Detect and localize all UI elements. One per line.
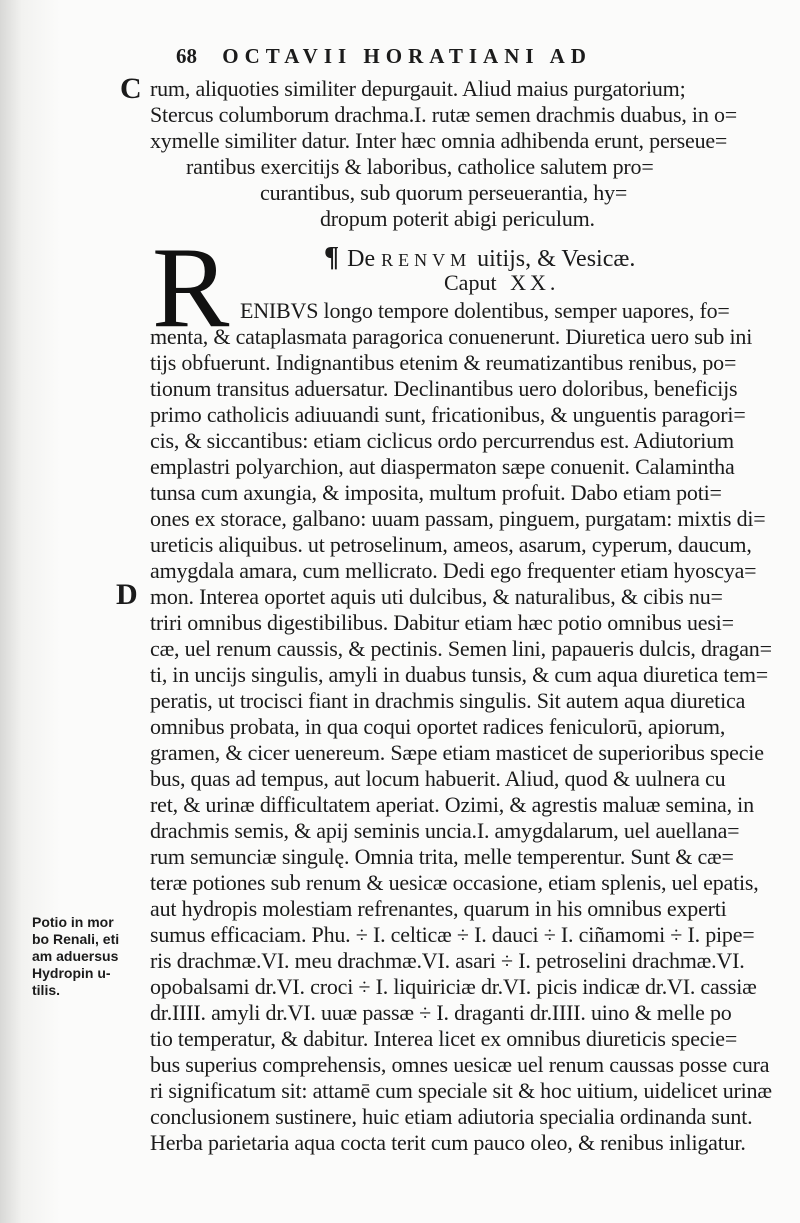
margin-note-line: am aduersus <box>32 948 119 964</box>
text-line: dr.IIII. amyli dr.VI. uuæ passæ ÷ I. draganti dr.IIII. uino & melle po <box>150 1000 732 1025</box>
drop-cap: R <box>152 224 230 352</box>
text-line: rantibus exercitijs & laboribus, catholice salutem pro= <box>186 154 654 179</box>
text-line: bus, quas ad tempus, aut locum habuerit. Aliud, quod & uulnera cu <box>150 766 726 791</box>
text-line: ret, & urinæ difficultatem aperiat. Ozimi, & agrestis maluæ semina, in <box>150 792 754 817</box>
chapter-title-rest: uitijs, & Vesicæ. <box>477 246 636 272</box>
running-title: OCTAVII HORATIANI AD <box>222 44 592 68</box>
chapter-title-prefix: De <box>347 246 376 272</box>
text-line: Stercus columborum drachma.I. rutæ semen drachmis duabus, in o= <box>150 102 737 127</box>
text-line: menta, & cataplasmata paragorica conuenerunt. Diuretica uero sub ini <box>150 324 753 349</box>
margin-note-line: Potio in mor <box>32 914 114 930</box>
margin-note-line: tilis. <box>32 982 61 998</box>
text-line: curantibus, sub quorum perseuerantia, hy= <box>260 180 628 205</box>
text-line: amygdala amara, cum mellicrato. Dedi ego frequenter etiam hyoscya= <box>150 558 757 583</box>
text-line: ti, in uncijs singulis, amyli in duabus tunsis, & cum aqua diuretica tem= <box>150 662 769 687</box>
text-line: primo catholicis adiuuandi sunt, fricationibus, & unguentis paragori= <box>150 402 746 427</box>
text-line: tunsa cum axungia, & imposita, multum profuit. Dabo etiam poti= <box>150 480 722 505</box>
text-line: tionum transitus aduersatur. Declinantibus uero doloribus, beneficijs <box>150 376 738 401</box>
text-line: ri significatum sit: attamē cum speciale sit & hoc uitium, uidelicet urinæ <box>150 1078 772 1103</box>
text-line: xymelle similiter datur. Inter hæc omnia adhibenda erunt, perseue= <box>150 128 728 153</box>
text-line: cis, & siccantibus: etiam ciclicus ordo percurrendus est. Adiutorium <box>150 428 734 453</box>
text-line: sumus efficaciam. Phu. ÷ I. celticæ ÷ I. dauci ÷ I. ciñamomi ÷ I. pipe= <box>150 922 755 947</box>
page-number: 68 <box>176 44 197 68</box>
pilcrow-icon: ¶ <box>324 242 340 273</box>
margin-note <box>32 914 142 999</box>
chapter-number <box>444 270 559 296</box>
text-line: emplastri polyarchion, aut diaspermaton sæpe conuenit. Calamintha <box>150 454 735 479</box>
text-line: rum, aliquoties similiter depurgauit. Aliud maius purgatorium; <box>150 76 686 101</box>
text-line: mon. Interea oportet aquis uti dulcibus, & naturalibus, & cibis nu= <box>150 584 723 609</box>
text-line: Herba parietaria aqua cocta terit cum pauco oleo, & renibus inligatur. <box>150 1130 746 1155</box>
text-line: gramen, & cicer uenereum. Sæpe etiam masticet de superioribus specie <box>150 740 764 765</box>
text-line: bus superius comprehensis, omnes uesicæ uel renum caussas posse cura <box>150 1052 770 1077</box>
text-line: ones ex storace, galbano: uuam passam, pinguem, purgatam: mixtis di= <box>150 506 766 531</box>
text-line: drachmis semis, & apij seminis uncia.I. amygdalarum, uel auellana= <box>150 818 740 843</box>
text-line: opobalsami dr.VI. croci ÷ I. liquiriciæ dr.VI. picis indicæ dr.VI. cassiæ <box>150 974 757 999</box>
margin-note-line: bo Renali, eti <box>32 931 120 947</box>
text-line: teræ potiones sub renum & uesicæ occasione, etiam splenis, uel epatis, <box>150 870 759 895</box>
text-line: ureticis aliquibus. ut petroselinum, ameos, asarum, cyperum, daucum, <box>150 532 752 557</box>
text-line: conclusionem sustinere, huic etiam adiutoria specialia ordinanda sunt. <box>150 1104 753 1129</box>
text-line: triri omnibus digestibilibus. Dabitur etiam hæc potio omnibus uesi= <box>150 610 734 635</box>
text-line: tijs obfuerunt. Indignantibus etenim & reumatizantibus renibus, po= <box>150 350 737 375</box>
text-line: omnibus probata, in qua coqui oportet radices feniculorū, apiorum, <box>150 714 726 739</box>
text-line: dropum poterit abigi periculum. <box>320 206 595 231</box>
caput-label: Caput <box>444 270 497 295</box>
caput-number: XX. <box>510 270 560 295</box>
text-line: tio temperatur, & dabitur. Interea licet ex omnibus diureticis specie= <box>150 1026 738 1051</box>
text-line: cæ, uel renum caussis, & pectinis. Semen lini, papaueris dulcis, dragan= <box>150 636 772 661</box>
margin-letter-c: C <box>120 72 142 105</box>
text-line: ENIBVS longo tempore dolentibus, semper uapores, fo= <box>240 298 730 323</box>
chapter-title-word: RENVM <box>381 250 472 270</box>
margin-letter-d: D <box>116 578 138 611</box>
text-line: aut hydropis molestiam refrenantes, quarum in his omnibus experti <box>150 896 727 921</box>
running-header <box>176 44 736 69</box>
text-line: peratis, ut trocisci fiant in drachmis singulis. Sit autem aqua diuretica <box>150 688 746 713</box>
text-line: ris drachmæ.VI. meu drachmæ.VI. asari ÷ I. petroselini drachmæ.VI. <box>150 948 745 973</box>
text-line: rum semunciæ singulę. Omnia trita, melle temperentur. Sunt & cæ= <box>150 844 734 869</box>
margin-note-line: Hydropin u- <box>32 965 111 981</box>
